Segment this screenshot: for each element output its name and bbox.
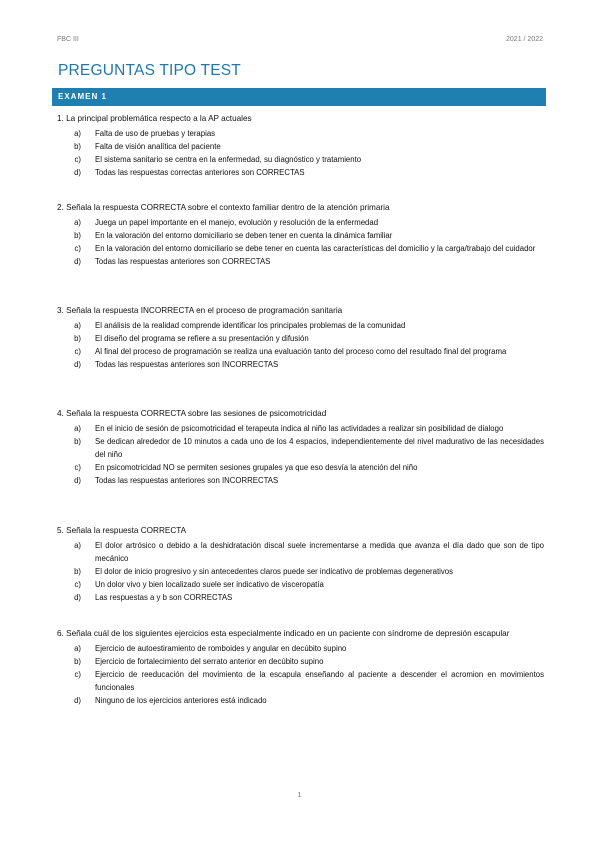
answer-option xyxy=(57,127,544,140)
answer-option xyxy=(57,694,544,707)
option-letter: c) xyxy=(74,155,81,164)
option-text: Se dedican alrededor de 10 minutos a cada uno de los 4 espacios, independientemente del nivel madurativo de las necesidades del niño xyxy=(95,437,544,459)
option-letter: b) xyxy=(74,437,81,446)
option-text: Las respuestas a y b son CORRECTAS xyxy=(95,593,233,602)
answer-option xyxy=(57,435,544,461)
option-letter: b) xyxy=(74,142,81,151)
option-text: En la valoración del entorno domiciliario se deben tener en cuenta la dinámica familiar xyxy=(95,231,393,240)
answer-option xyxy=(57,216,544,229)
question-text: 1. La principal problemática respecto a la AP actuales xyxy=(57,114,252,123)
exam-section-bar: EXAMEN 1 xyxy=(52,88,546,106)
question-text: 3. Señala la respuesta INCORRECTA en el proceso de programación sanitaria xyxy=(57,306,343,315)
question-4 xyxy=(57,407,544,487)
answer-option xyxy=(57,358,544,371)
option-letter: c) xyxy=(74,347,81,356)
answer-option xyxy=(57,565,544,578)
option-text: El dolor artrósico o debido a la deshidratación discal suele incrementarse a medida que avanza el día dado que son de tipo mecánico xyxy=(95,541,544,563)
option-letter: c) xyxy=(74,670,81,679)
question-6 xyxy=(57,627,544,707)
answer-option xyxy=(57,474,544,487)
answer-option xyxy=(57,332,544,345)
option-text: El diseño del programa se refiere a su presentación y difusión xyxy=(95,334,309,343)
option-letter: d) xyxy=(74,257,81,266)
answer-option xyxy=(57,668,544,694)
option-text: Ejercicio de autoestiramiento de romboides y angular en decúbito supino xyxy=(95,644,347,653)
question-5 xyxy=(57,524,544,604)
option-letter: d) xyxy=(74,168,81,177)
answer-option xyxy=(57,242,544,255)
option-letter: c) xyxy=(74,244,81,253)
option-text: Ejercicio de reeducación del movimiento de la escapula enseñando al paciente a descender el acromion en movimientos funcionales xyxy=(95,670,544,692)
option-letter: a) xyxy=(74,644,81,653)
header-year: 2021 / 2022 xyxy=(506,36,543,43)
option-letter: d) xyxy=(74,360,81,369)
option-letter: d) xyxy=(74,476,81,485)
option-text: El sistema sanitario se centra en la enfermedad, su diagnóstico y tratamiento xyxy=(95,155,362,164)
answer-option xyxy=(57,591,544,604)
option-text: Ejercicio de fortalecimiento del serrato anterior en decúbito supino xyxy=(95,657,324,666)
answer-option xyxy=(57,166,544,179)
option-letter: a) xyxy=(74,129,81,138)
option-text: Todas las respuestas correctas anteriores son CORRECTAS xyxy=(95,168,305,177)
answer-option xyxy=(57,461,544,474)
option-text: Ninguno de los ejercicios anteriores está indicado xyxy=(95,696,267,705)
option-text: Todas las respuestas anteriores son INCORRECTAS xyxy=(95,360,279,369)
option-text: Un dolor vivo y bien localizado suele ser indicativo de visceropatía xyxy=(95,580,324,589)
answer-option xyxy=(57,153,544,166)
question-text: 6. Señala cuál de los siguientes ejercicios esta especialmente indicado en un paciente con síndrome de depresión escapular xyxy=(57,629,510,638)
option-letter: a) xyxy=(74,424,81,433)
answer-option xyxy=(57,655,544,668)
page-title: PREGUNTAS TIPO TEST xyxy=(58,62,241,79)
option-list xyxy=(57,216,544,268)
option-letter: d) xyxy=(74,593,81,602)
option-text: En psicomotricidad NO se permiten sesiones grupales ya que eso desvía la atención del niño xyxy=(95,463,418,472)
option-text: En la valoración del entorno domiciliario se debe tener en cuenta las características del domicilio y la carga/trabajo del cuidador xyxy=(95,244,536,253)
option-text: En el inicio de sesión de psicomotricidad el terapeuta indica al niño las actividades a realizar sin posibilidad de dialogo xyxy=(95,424,504,433)
question-3 xyxy=(57,304,544,371)
answer-option xyxy=(57,345,544,358)
option-text: Al final del proceso de programación se realiza una evaluación tanto del proceso como del resultado final del programa xyxy=(95,347,507,356)
option-letter: b) xyxy=(74,657,81,666)
option-list xyxy=(57,642,544,707)
question-text: 4. Señala la respuesta CORRECTA sobre las sesiones de psicomotricidad xyxy=(57,409,327,418)
header-course: FBC III xyxy=(57,36,79,43)
option-text: Falta de visión analítica del paciente xyxy=(95,142,221,151)
question-text: 2. Señala la respuesta CORRECTA sobre el contexto familiar dentro de la atención primaria xyxy=(57,203,390,212)
answer-option xyxy=(57,422,544,435)
option-letter: b) xyxy=(74,567,81,576)
option-list xyxy=(57,127,544,179)
option-letter: d) xyxy=(74,696,81,705)
option-letter: b) xyxy=(74,231,81,240)
option-text: Falta de uso de pruebas y terapias xyxy=(95,129,216,138)
option-text: Todas las respuestas anteriores son CORRECTAS xyxy=(95,257,271,266)
option-letter: c) xyxy=(74,580,81,589)
answer-option xyxy=(57,319,544,332)
option-letter: a) xyxy=(74,218,81,227)
option-letter: b) xyxy=(74,334,81,343)
option-text: Todas las respuestas anteriores son INCORRECTAS xyxy=(95,476,279,485)
option-list xyxy=(57,319,544,371)
option-text: El análisis de la realidad comprende identificar los principales problemas de la comunidad xyxy=(95,321,406,330)
option-list xyxy=(57,539,544,604)
answer-option xyxy=(57,642,544,655)
option-letter: c) xyxy=(74,463,81,472)
answer-option xyxy=(57,539,544,565)
question-1 xyxy=(57,112,544,179)
option-letter: a) xyxy=(74,541,81,550)
option-list xyxy=(57,422,544,487)
option-text: Juega un papel importante en el manejo, evolución y resolución de la enfermedad xyxy=(95,218,379,227)
answer-option xyxy=(57,578,544,591)
answer-option xyxy=(57,229,544,242)
question-text: 5. Señala la respuesta CORRECTA xyxy=(57,526,187,535)
option-letter: a) xyxy=(74,321,81,330)
page-number: 1 xyxy=(297,792,302,799)
option-text: El dolor de inicio progresivo y sin antecedentes claros puede ser indicativo de problemas degenerativos xyxy=(95,567,453,576)
answer-option xyxy=(57,255,544,268)
answer-option xyxy=(57,140,544,153)
question-2 xyxy=(57,201,544,268)
